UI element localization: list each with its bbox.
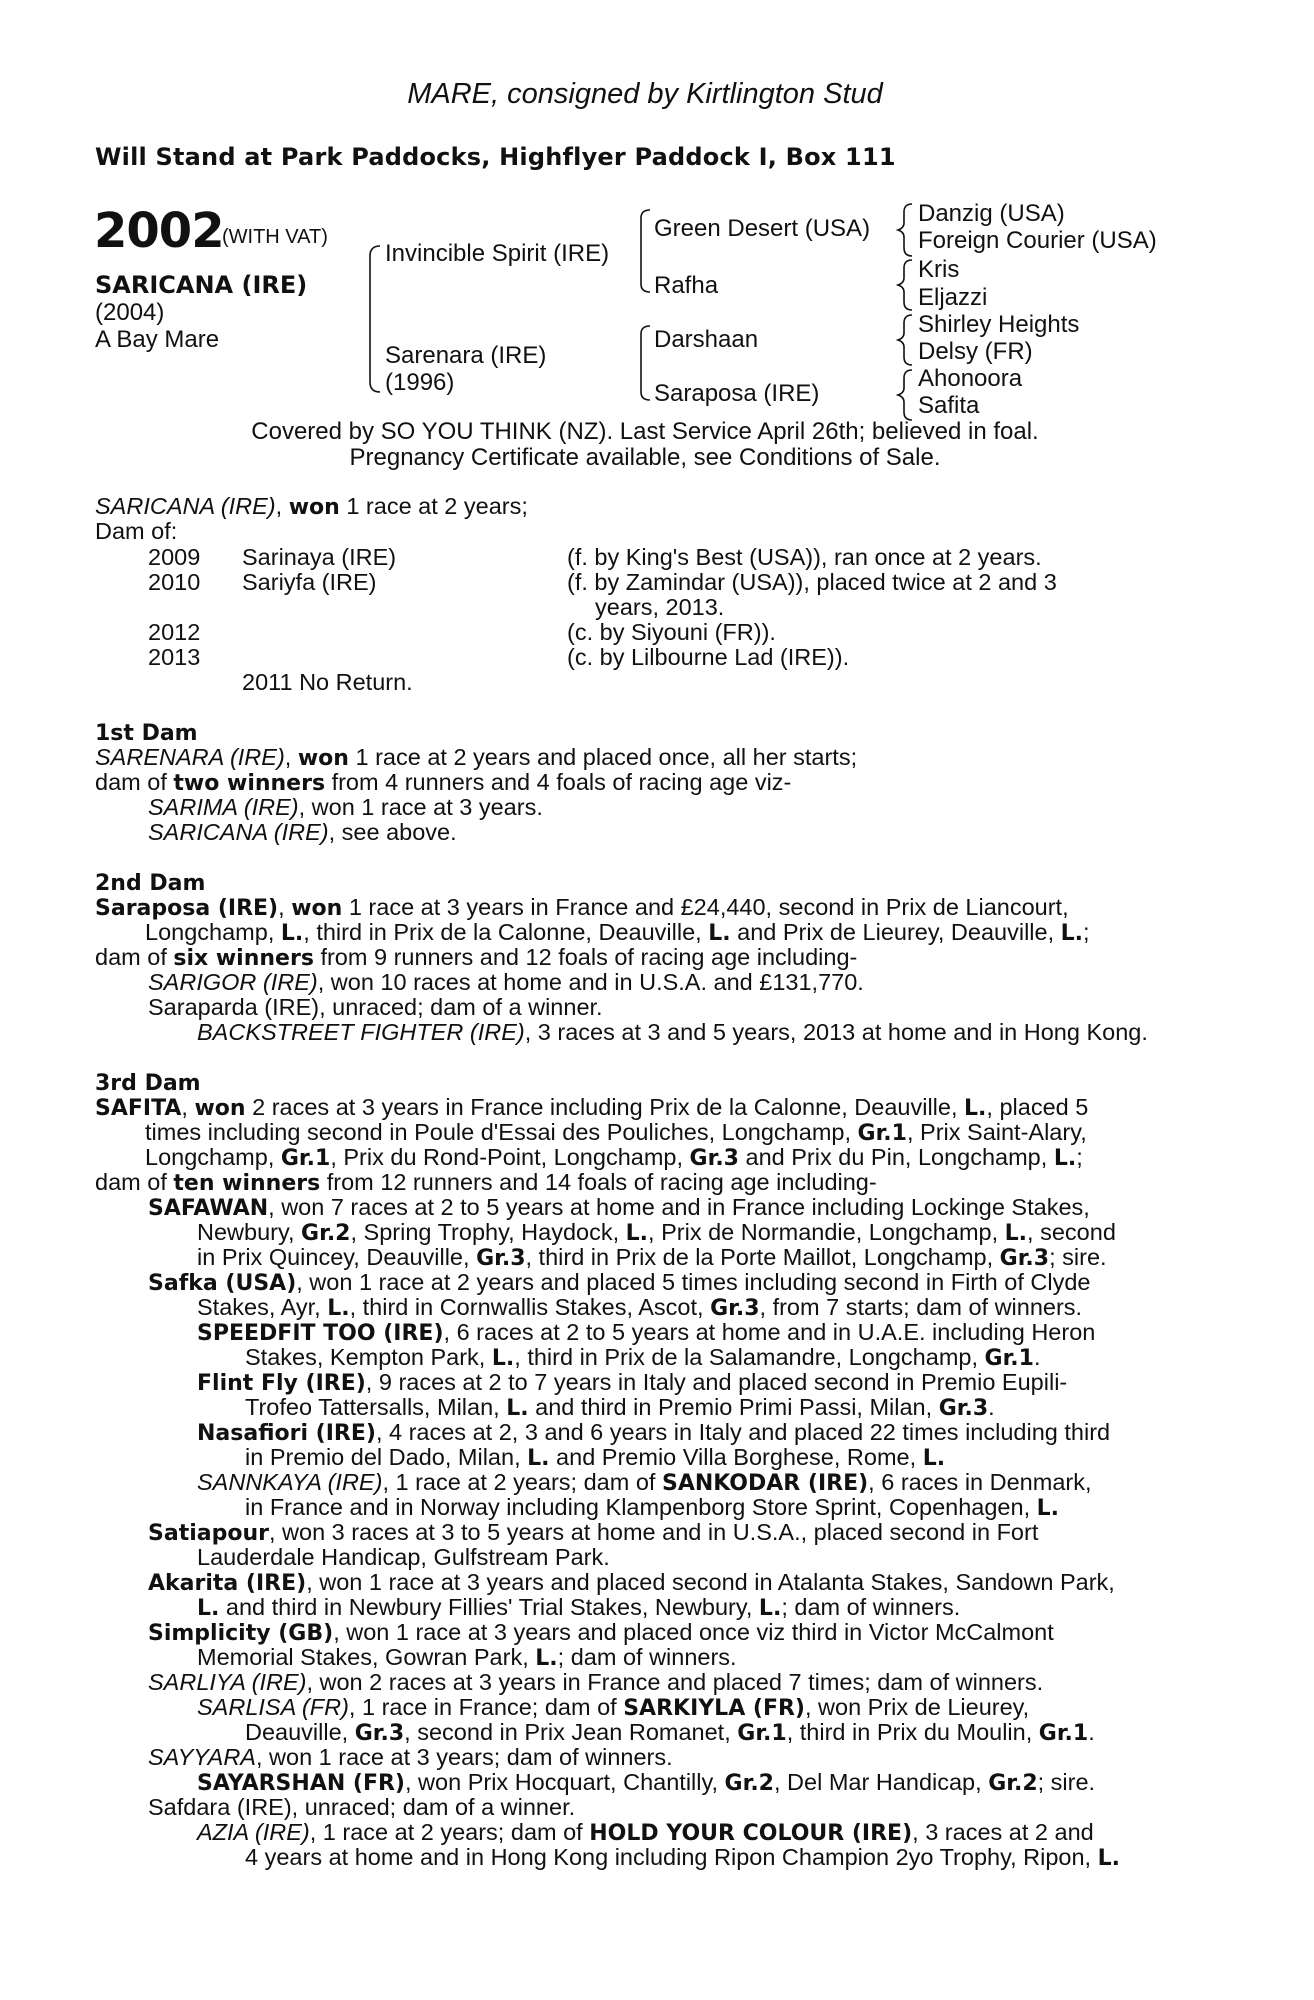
text-run: , third in Prix de la Salamandre, Longchamp, xyxy=(514,1344,985,1370)
text-run: Newbury, xyxy=(197,1219,302,1245)
text-run: Gr.3 xyxy=(999,1246,1050,1271)
text-run: , won Prix Hocquart, Chantilly, xyxy=(405,1769,725,1795)
produce-year: 2012 xyxy=(148,619,201,645)
text-run: , won 1 race at 3 years and placed once viz third in Victor McCalmont xyxy=(333,1619,1054,1645)
pedigree-sire-dam: Rafha xyxy=(654,272,719,299)
produce-name: Sariyfa (IRE) xyxy=(242,569,377,595)
dam3-line xyxy=(148,1520,1038,1546)
text-run: , won 2 races at 3 years in France and placed 7 times; dam of winners. xyxy=(306,1669,1044,1695)
text-run: Longchamp, xyxy=(145,919,281,945)
text-run: 1 race at 2 years and placed once, all her starts; xyxy=(348,744,858,770)
dam3-line xyxy=(148,1620,1054,1646)
produce-details-cont: years, 2013. xyxy=(595,594,725,620)
text-run: . xyxy=(1088,1719,1095,1745)
dam3-line: Lauderdale Handicap, Gulfstream Park. xyxy=(197,1544,610,1570)
dam-of-label: Dam of: xyxy=(95,518,178,544)
text-run: L. xyxy=(197,1596,220,1621)
text-run: L. xyxy=(1053,1146,1077,1171)
dam1-line xyxy=(148,820,457,845)
text-run: Gr.1 xyxy=(280,1146,331,1171)
text-run: , third in Prix du Moulin, xyxy=(786,1719,1039,1745)
text-run: won xyxy=(297,746,349,771)
pedigree-ggp: Eljazzi xyxy=(918,284,988,311)
text-run: Gr.2 xyxy=(724,1771,774,1796)
text-run: Trofeo Tattersalls, Milan, xyxy=(245,1394,507,1420)
dam3-line xyxy=(145,1145,1083,1171)
dam3-line xyxy=(245,1845,1120,1871)
text-run: and third in Premio Primi Passi, Milan, xyxy=(528,1394,939,1420)
dam3-line xyxy=(148,1270,1090,1296)
dam2-line: Saraparda (IRE), unraced; dam of a winner. xyxy=(148,994,603,1020)
text-run: L. xyxy=(535,1646,558,1671)
text-run: Gr.3 xyxy=(354,1721,405,1746)
text-run: 1 race at 3 years in France and £24,440, second in Prix de Liancourt, xyxy=(342,894,1069,920)
text-run: Longchamp, xyxy=(145,1144,281,1170)
text-run: , Prix de Normandie, Longchamp, xyxy=(648,1219,1005,1245)
text-run: won xyxy=(291,896,343,921)
text-run: SPEEDFIT TOO (IRE) xyxy=(197,1321,444,1346)
stand-location: Will Stand at Park Paddocks, Highflyer Paddock I, Box 111 xyxy=(95,143,896,171)
text-run: Gr.3 xyxy=(476,1246,526,1271)
text-run: , won Prix de Lieurey, xyxy=(804,1694,1030,1720)
text-run: from 12 runners and 14 foals of racing age including- xyxy=(320,1169,877,1195)
pedigree-ggp: Kris xyxy=(918,256,960,283)
section-heading-3rd-dam: 3rd Dam xyxy=(95,1071,201,1096)
text-run: L. xyxy=(327,1296,350,1321)
text-run: Simplicity (GB) xyxy=(148,1621,334,1646)
text-run: SARICANA (IRE) xyxy=(148,819,329,845)
dam3-line xyxy=(197,1820,1094,1846)
text-run: SARENARA (IRE) xyxy=(95,744,285,770)
text-run: dam of xyxy=(95,769,174,795)
text-run: L. xyxy=(1097,1846,1120,1871)
text-run: SAFITA xyxy=(95,1096,182,1121)
horse-foaled: (2004) xyxy=(95,299,165,326)
text-run: times including second in Poule d'Essai des Pouliches, Longchamp, xyxy=(145,1119,858,1145)
text-run: ; xyxy=(1083,919,1090,945)
text-run: ; dam of winners. xyxy=(781,1594,961,1620)
dam1-line xyxy=(95,770,791,796)
text-run: Gr.3 xyxy=(938,1396,989,1421)
produce-details: (c. by Lilbourne Lad (IRE)). xyxy=(567,644,850,670)
section-heading-1st-dam: 1st Dam xyxy=(95,721,198,746)
text-run: SAFAWAN xyxy=(148,1196,269,1221)
text-run: Gr.2 xyxy=(301,1221,351,1246)
text-run: L. xyxy=(1036,1496,1060,1521)
text-run: , 3 races at 2 and xyxy=(912,1819,1094,1845)
text-run: , see above. xyxy=(328,819,457,845)
dam3-line xyxy=(245,1445,945,1471)
text-run: , second xyxy=(1027,1219,1116,1245)
text-run: , Prix du Rond-Point, Longchamp, xyxy=(330,1144,690,1170)
text-run: Memorial Stakes, Gowran Park, xyxy=(197,1644,536,1670)
text-run: Satiapour xyxy=(148,1521,269,1546)
dam3-line xyxy=(197,1320,1095,1346)
text-run: , second in Prix Jean Romanet, xyxy=(404,1719,738,1745)
dam3-line xyxy=(197,1220,1116,1246)
dam3-line xyxy=(197,1645,737,1671)
text-run: in Premio del Dado, Milan, xyxy=(245,1444,528,1470)
produce-details: (f. by Zamindar (USA)), placed twice at 2 and 3 xyxy=(567,569,1057,595)
lot-number: 2002 xyxy=(94,203,224,259)
text-run: SAYARSHAN (FR) xyxy=(197,1771,405,1796)
pedigree-dam-sire: Darshaan xyxy=(654,326,759,353)
pedigree-dam-year: (1996) xyxy=(385,369,455,396)
dam3-line xyxy=(197,1595,960,1621)
text-run: 4 years at home and in Hong Kong including Ripon Champion 2yo Trophy, Ripon, xyxy=(245,1844,1098,1870)
produce-year: 2013 xyxy=(148,644,201,670)
pedigree-dam: Sarenara (IRE) xyxy=(385,342,547,369)
dam3-line xyxy=(197,1295,1082,1321)
text-run: dam of xyxy=(95,1169,174,1195)
text-run: , Prix Saint-Alary, xyxy=(906,1119,1087,1145)
pedigree-ggp: Ahonoora xyxy=(918,365,1023,392)
record-text: 1 race at 2 years; xyxy=(339,493,528,519)
record-horse-name: SARICANA (IRE) xyxy=(95,493,276,519)
text-run: Gr.3 xyxy=(710,1296,760,1321)
text-run: L. xyxy=(964,1096,987,1121)
covering-note: Covered by SO YOU THINK (NZ). Last Service April 26th; believed in foal. xyxy=(251,418,1039,445)
text-run: in France and in Norway including Klampenborg Store Sprint, Copenhagen, xyxy=(245,1494,1037,1520)
produce-year: 2009 xyxy=(148,544,201,570)
text-run: , Del Mar Handicap, xyxy=(773,1769,989,1795)
pedigree-dam-dam: Saraposa (IRE) xyxy=(654,380,820,407)
text-run: L. xyxy=(1004,1221,1028,1246)
text-run: SARKIYLA (FR) xyxy=(623,1696,805,1721)
text-run: , won 7 races at 2 to 5 years at home and in France including Lockinge Stakes, xyxy=(268,1194,1090,1220)
dam3-line xyxy=(197,1370,1067,1396)
no-return-note: 2011 No Return. xyxy=(242,669,413,695)
produce-details: (f. by King's Best (USA)), ran once at 2 years. xyxy=(567,544,1042,570)
text-run: , 3 races at 3 and 5 years, 2013 at home and in Hong Kong. xyxy=(524,1019,1148,1045)
pedigree-ggp: Danzig (USA) xyxy=(918,200,1065,227)
text-run: , 6 races at 2 to 5 years at home and in U.A.E. including Heron xyxy=(443,1319,1096,1345)
text-run: , third in Prix de la Calonne, Deauville, xyxy=(303,919,709,945)
text-run: SARIGOR (IRE) xyxy=(148,969,318,995)
text-run: , third in Prix de la Porte Maillot, Longchamp, xyxy=(525,1244,1000,1270)
text-line xyxy=(95,720,198,746)
text-run: . xyxy=(988,1394,995,1420)
text-run: L. xyxy=(527,1446,550,1471)
text-run: SARLIYA (IRE) xyxy=(148,1669,307,1695)
pedigree-brackets xyxy=(0,0,1314,420)
text-line xyxy=(95,870,205,896)
text-run: SARLISA (FR) xyxy=(197,1694,349,1720)
text-run: ten winners xyxy=(173,1171,321,1196)
text-run: Saraposa (IRE) xyxy=(95,896,279,921)
text-run: , 1 race at 2 years; dam of xyxy=(309,1819,590,1845)
dam2-line xyxy=(197,1020,1148,1045)
dam2-line: Saraposa (IRE), won 1 race at 3 years in France and £24,440, second in Prix de Liancourt, xyxy=(95,894,1069,921)
text-run: Gr.2 xyxy=(988,1771,1038,1796)
text-run: , 9 races at 2 to 7 years in Italy and placed second in Premio Eupili- xyxy=(365,1369,1068,1395)
text-run: AZIA (IRE) xyxy=(197,1819,310,1845)
text-run: Gr.1 xyxy=(737,1721,787,1746)
text-run: SARIMA (IRE) xyxy=(148,794,299,820)
text-run: , 1 race at 2 years; dam of xyxy=(382,1469,662,1495)
dam1-line xyxy=(148,795,543,820)
text-run: SANKODAR (IRE) xyxy=(661,1471,869,1496)
text-run: ; sire. xyxy=(1037,1769,1096,1795)
text-run: L. xyxy=(491,1346,515,1371)
dam3-line xyxy=(197,1770,1095,1796)
text-run: 2 races at 3 years in France including Prix de la Calonne, Deauville, xyxy=(245,1094,965,1120)
text-run: , third in Cornwallis Stakes, Ascot, xyxy=(349,1294,711,1320)
won-label: won xyxy=(288,495,340,520)
dam3-line xyxy=(197,1245,1107,1271)
consignment-title: MARE, consigned by Kirtlington Stud xyxy=(407,78,883,110)
text-run: L. xyxy=(708,921,731,946)
text-run: in Prix Quincey, Deauville, xyxy=(197,1244,477,1270)
pedigree-ggp: Shirley Heights xyxy=(918,311,1080,338)
pedigree-ggp: Delsy (FR) xyxy=(918,338,1033,365)
text-line: SARICANA (IRE), won 1 race at 2 years; xyxy=(95,493,528,520)
text-run: dam of xyxy=(95,944,174,970)
text-run: , 1 race in France; dam of xyxy=(348,1694,624,1720)
produce-details: (c. by Siyouni (FR)). xyxy=(567,619,776,645)
text-run: , won 1 race at 3 years. xyxy=(298,794,543,820)
text-run: , won 1 race at 3 years and placed second in Atalanta Stakes, Sandown Park, xyxy=(306,1569,1115,1595)
dam3-line xyxy=(95,1170,877,1196)
text-run: L. xyxy=(280,921,304,946)
produce-name: Sarinaya (IRE) xyxy=(242,544,397,570)
pregnancy-note: Pregnancy Certificate available, see Conditions of Sale. xyxy=(349,444,941,471)
dam3-line xyxy=(197,1420,1110,1446)
text-run: ; xyxy=(1076,1144,1083,1170)
dam3-line xyxy=(245,1395,995,1421)
text-run: , won 1 race at 3 years; dam of winners. xyxy=(255,1744,673,1770)
pedigree-sire-sire: Green Desert (USA) xyxy=(654,215,871,242)
text-run: and third in Newbury Fillies' Trial Stakes, Newbury, xyxy=(219,1594,759,1620)
text-run: , Spring Trophy, Haydock, xyxy=(350,1219,626,1245)
text-run: SANNKAYA (IRE) xyxy=(197,1469,383,1495)
text-run: BACKSTREET FIGHTER (IRE) xyxy=(197,1019,525,1045)
text-run: L. xyxy=(625,1221,649,1246)
text-run: , from 7 starts; dam of winners. xyxy=(759,1294,1083,1320)
text-run: L. xyxy=(506,1396,529,1421)
text-run: HOLD YOUR COLOUR (IRE) xyxy=(589,1821,913,1846)
text-run: two winners xyxy=(173,771,326,796)
text-run: won xyxy=(194,1096,246,1121)
dam3-line xyxy=(245,1495,1059,1521)
text-run: Nasafiori (IRE) xyxy=(197,1421,376,1446)
text-run: from 9 runners and 12 foals of racing age including- xyxy=(313,944,858,970)
dam2-line xyxy=(148,970,864,995)
dam3-line: SAFITA, won 2 races at 3 years in France including Prix de la Calonne, Deauville, L., placed 5 xyxy=(95,1094,1089,1121)
dam1-line: SARENARA (IRE), won 1 race at 2 years and placed once, all her starts; xyxy=(95,744,858,771)
text-run: ; sire. xyxy=(1049,1244,1107,1270)
text-run: Gr.1 xyxy=(1038,1721,1089,1746)
text-run: , won 10 races at home and in U.S.A. and £131,770. xyxy=(317,969,864,995)
text-run: , won 3 races at 3 to 5 years at home and in U.S.A., placed second in Fort xyxy=(268,1519,1039,1545)
text-run: and Prix du Pin, Longchamp, xyxy=(738,1144,1054,1170)
text-run: ; dam of winners. xyxy=(557,1644,737,1670)
text-run: L. xyxy=(758,1596,782,1621)
text-run: , 6 races in Denmark, xyxy=(868,1469,1092,1495)
text-run: , placed 5 xyxy=(986,1094,1089,1120)
text-run: Gr.1 xyxy=(984,1346,1034,1371)
text-run: Safka (USA) xyxy=(148,1271,297,1296)
horse-name: SARICANA (IRE) xyxy=(95,271,308,299)
dam3-line: Safdara (IRE), unraced; dam of a winner. xyxy=(148,1794,576,1820)
text-run: Akarita (IRE) xyxy=(148,1571,307,1596)
text-run: SAYYARA xyxy=(148,1744,256,1770)
text-run: L. xyxy=(922,1446,946,1471)
dam2-line xyxy=(95,945,857,971)
text-line xyxy=(95,1070,201,1096)
produce-year: 2010 xyxy=(148,569,201,595)
text-run: , 4 races at 2, 3 and 6 years in Italy and placed 22 times including third xyxy=(375,1419,1111,1445)
dam2-line xyxy=(145,920,1090,946)
text-run: and Premio Villa Borghese, Rome, xyxy=(549,1444,923,1470)
text-run: Stakes, Ayr, xyxy=(197,1294,328,1320)
text-run: and Prix de Lieurey, Deauville, xyxy=(730,919,1061,945)
horse-description: A Bay Mare xyxy=(95,326,220,353)
dam3-line xyxy=(145,1120,1087,1146)
text-run: Flint Fly (IRE) xyxy=(197,1371,366,1396)
dam3-line xyxy=(245,1720,1095,1746)
pedigree-ggp: Foreign Courier (USA) xyxy=(918,227,1157,254)
dam3-line xyxy=(148,1195,1090,1221)
text-run: six winners xyxy=(173,946,314,971)
dam3-line xyxy=(197,1695,1029,1721)
text-run: . xyxy=(1033,1344,1041,1370)
dam3-line xyxy=(148,1745,673,1770)
vat-note: (WITH VAT) xyxy=(222,226,328,248)
text-run: Stakes, Kempton Park, xyxy=(245,1344,492,1370)
text-run: L. xyxy=(1060,921,1084,946)
text-run: Gr.3 xyxy=(689,1146,739,1171)
text-run: from 4 runners and 4 foals of racing age viz- xyxy=(325,769,792,795)
text-run: , won 1 race at 2 years and placed 5 times including second in Firth of Clyde xyxy=(296,1269,1091,1295)
text-run: Deauville, xyxy=(245,1719,355,1745)
dam3-line xyxy=(148,1670,1043,1695)
pedigree-sire: Invincible Spirit (IRE) xyxy=(385,240,610,267)
dam3-line xyxy=(148,1570,1115,1596)
dam3-line xyxy=(245,1345,1041,1371)
section-heading-2nd-dam: 2nd Dam xyxy=(95,871,206,896)
pedigree-ggp: Safita xyxy=(918,392,980,419)
text-run: Gr.1 xyxy=(857,1121,907,1146)
dam3-line xyxy=(197,1470,1092,1496)
